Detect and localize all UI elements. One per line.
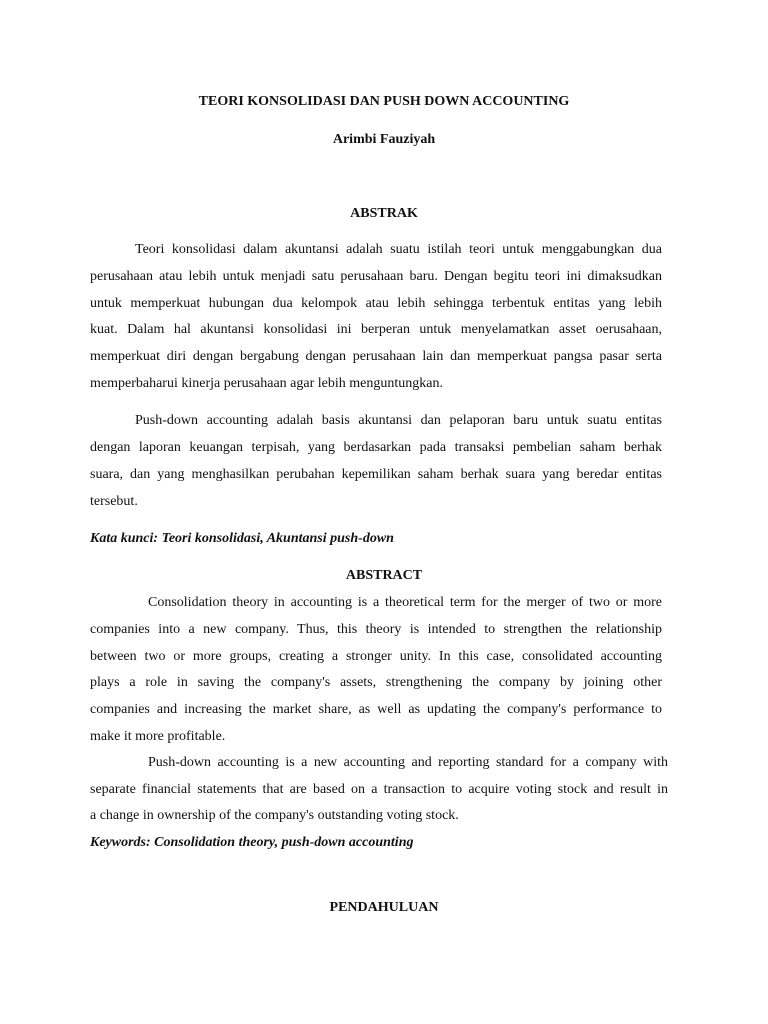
abstrak-heading: ABSTRAK bbox=[350, 206, 418, 221]
paper-title: TEORI KONSOLIDASI DAN PUSH DOWN ACCOUNTING bbox=[198, 94, 570, 109]
abstrak-p1-line: memperbaharui kinerja perusahaan agar lebih menguntungkan. bbox=[90, 376, 443, 391]
abstrak-p1-line: memperkuat diri dengan bergabung dengan perusahaan lain dan memperkuat pangsa pasar serta bbox=[90, 349, 662, 364]
abstrak-p2-line: suara, dan yang menghasilkan perubahan kepemilikan saham berhak suara yang beredar entitas bbox=[90, 467, 662, 482]
abstrak-p2-line: Push-down accounting adalah basis akuntansi dan pelaporan baru untuk suatu entitas bbox=[135, 413, 662, 428]
abstract-keywords: Keywords: Consolidation theory, push-down accounting bbox=[90, 835, 414, 850]
abstrak-keywords: Kata kunci: Teori konsolidasi, Akuntansi push-down bbox=[90, 531, 394, 546]
abstrak-p1-line: kuat. Dalam hal akuntansi konsolidasi ini berperan untuk menyelamatkan asset oerusahaan, bbox=[90, 322, 662, 337]
abstract-p1-line: companies into a new company. Thus, this theory is intended to strengthen the relationship bbox=[90, 622, 662, 637]
abstract-p1-line: between two or more groups, creating a stronger unity. In this case, consolidated accounting bbox=[90, 649, 662, 664]
abstrak-p2-line: tersebut. bbox=[90, 494, 138, 509]
abstrak-p1-line: Teori konsolidasi dalam akuntansi adalah suatu istilah teori untuk menggabungkan dua bbox=[135, 242, 662, 257]
abstract-p2-line: separate financial statements that are based on a transaction to acquire voting stock and result in bbox=[90, 782, 668, 797]
abstract-p1-line: Consolidation theory in accounting is a theoretical term for the merger of two or more bbox=[148, 595, 662, 610]
pendahuluan-heading: PENDAHULUAN bbox=[329, 900, 439, 915]
abstract-p1-line: make it more profitable. bbox=[90, 729, 226, 744]
author-name: Arimbi Fauziyah bbox=[332, 132, 436, 147]
abstract-p1-line: companies and increasing the market share, as well as updating the company's performance to bbox=[90, 702, 662, 717]
abstrak-p1-line: perusahaan atau lebih untuk menjadi satu perusahaan baru. Dengan begitu teori ini dimaksudkan bbox=[90, 269, 662, 284]
abstract-p1-line: plays a role in saving the company's assets, strengthening the company by joining other bbox=[90, 675, 662, 690]
abstrak-p2-line: dengan laporan keuangan terpisah, yang berdasarkan pada transaksi pembelian saham berhak bbox=[90, 440, 662, 455]
abstrak-p1-line: untuk memperkuat hubungan dua kelompok atau lebih sehingga terbentuk entitas yang lebih bbox=[90, 296, 662, 311]
abstract-p2-line: a change in ownership of the company's outstanding voting stock. bbox=[90, 808, 459, 823]
abstract-heading: ABSTRACT bbox=[345, 568, 423, 583]
abstract-p2-line: Push-down accounting is a new accounting and reporting standard for a company with bbox=[148, 755, 668, 770]
